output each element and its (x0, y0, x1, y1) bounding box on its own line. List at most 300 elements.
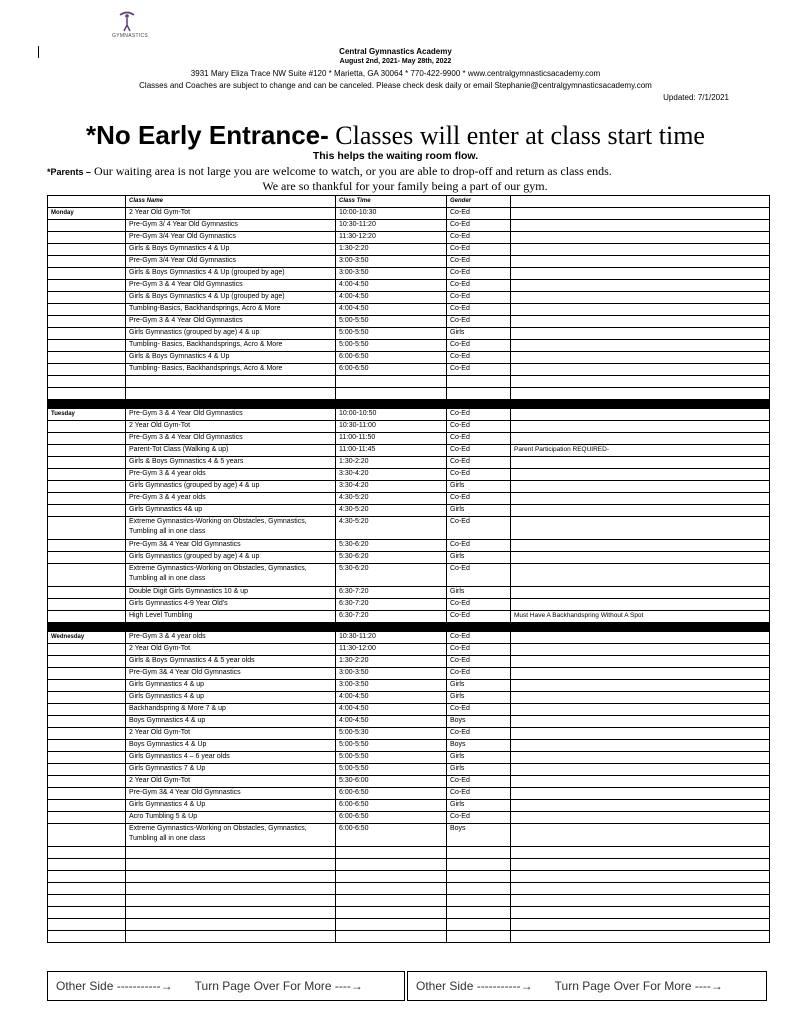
class-name-cell: Girls Gymnastics (grouped by age) 4 & up (126, 328, 336, 340)
class-time-cell (336, 895, 447, 907)
table-row (48, 445, 770, 457)
gender-cell: Boys (447, 824, 511, 847)
table-row (48, 481, 770, 493)
gender-cell (447, 859, 511, 871)
class-name-cell: Tumbling- Basics, Backhandsprings, Acro & More (126, 340, 336, 352)
note-cell (511, 668, 770, 680)
day-cell (48, 352, 126, 364)
gender-cell: Co-Ed (447, 316, 511, 328)
class-name-cell: Girls Gymnastics 4 & Up (126, 800, 336, 812)
day-cell (48, 421, 126, 433)
gender-cell: Co-Ed (447, 268, 511, 280)
academy-logo (112, 10, 149, 48)
class-time-cell: 3:00-3:50 (336, 680, 447, 692)
day-cell (48, 232, 126, 244)
table-row (48, 740, 770, 752)
class-time-cell: 10:30-11:00 (336, 421, 447, 433)
day-cell (48, 728, 126, 740)
class-time-cell: 1:30-2:20 (336, 457, 447, 469)
day-cell (48, 505, 126, 517)
table-row (48, 668, 770, 680)
day-cell (48, 256, 126, 268)
class-time-cell: 11:00-11:45 (336, 445, 447, 457)
table-row (48, 644, 770, 656)
note-cell (511, 800, 770, 812)
day-cell (48, 552, 126, 564)
gender-cell (447, 931, 511, 943)
table-row (48, 907, 770, 919)
class-time-cell: 11:30-12:20 (336, 232, 447, 244)
class-name-cell: 2 Year Old Gym-Tot (126, 644, 336, 656)
gender-cell (447, 871, 511, 883)
class-time-cell: 4:00-4:50 (336, 716, 447, 728)
gender-cell: Co-Ed (447, 352, 511, 364)
class-name-cell: Parent-Tot Class (Walking & up) (126, 445, 336, 457)
class-schedule-table (47, 195, 770, 943)
class-time-cell (336, 388, 447, 400)
class-time-cell: 6:00-6:50 (336, 364, 447, 376)
header-cell-day (48, 196, 126, 208)
gender-cell: Co-Ed (447, 220, 511, 232)
gender-cell: Co-Ed (447, 208, 511, 220)
day-cell (48, 776, 126, 788)
class-name-cell: Pre-Gym 3 & 4 year olds (126, 493, 336, 505)
class-name-cell: Pre-Gym 3 & 4 Year Old Gymnastics (126, 433, 336, 445)
class-name-cell (126, 871, 336, 883)
note-cell (511, 824, 770, 847)
banner-bold: *No Early Entrance- (86, 120, 329, 150)
parents-text: Our waiting area is not large you are welcome to watch, or you are able to drop-off and return as class ends. (91, 164, 612, 178)
day-cell (48, 668, 126, 680)
class-time-cell: 5:00-5:50 (336, 752, 447, 764)
class-name-cell: Pre-Gym 3/4 Year Old Gymnastics (126, 256, 336, 268)
gymnast-logo-icon (116, 10, 138, 32)
class-name-cell: Tumbling- Basics, Backhandsprings, Acro & More (126, 364, 336, 376)
gender-cell: Co-Ed (447, 421, 511, 433)
day-cell: Wednesday (48, 632, 126, 644)
day-separator (48, 400, 770, 409)
day-cell (48, 883, 126, 895)
note-cell (511, 847, 770, 859)
class-name-cell: Pre-Gym 3& 4 Year Old Gymnastics (126, 788, 336, 800)
class-time-cell: 5:30-6:00 (336, 776, 447, 788)
table-row (48, 280, 770, 292)
note-cell (511, 599, 770, 611)
class-name-cell: 2 Year Old Gym-Tot (126, 728, 336, 740)
class-name-cell: Girls & Boys Gymnastics 4 & Up (grouped by age) (126, 268, 336, 280)
class-time-cell: 5:00-5:50 (336, 740, 447, 752)
day-cell (48, 268, 126, 280)
day-cell (48, 493, 126, 505)
class-name-cell: Extreme Gymnastics-Working on Obstacles, Gymnastics, Tumbling all in one class (126, 564, 336, 587)
class-name-cell: Pre-Gym 3& 4 Year Old Gymnastics (126, 540, 336, 552)
gender-cell: Co-Ed (447, 668, 511, 680)
column-header: Class Name (126, 196, 336, 208)
class-time-cell (336, 919, 447, 931)
gender-cell (447, 388, 511, 400)
gender-cell (447, 907, 511, 919)
gender-cell: Co-Ed (447, 457, 511, 469)
class-time-cell: 10:30-11:20 (336, 632, 447, 644)
day-cell (48, 564, 126, 587)
table-row (48, 409, 770, 421)
day-cell (48, 644, 126, 656)
gender-cell: Girls (447, 505, 511, 517)
day-cell (48, 469, 126, 481)
note-cell (511, 316, 770, 328)
gender-cell: Girls (447, 752, 511, 764)
class-time-cell: 6:00-6:50 (336, 800, 447, 812)
table-row (48, 364, 770, 376)
gender-cell: Co-Ed (447, 517, 511, 540)
table-row (48, 788, 770, 800)
note-cell (511, 304, 770, 316)
gender-cell: Co-Ed (447, 244, 511, 256)
note-cell (511, 740, 770, 752)
gender-cell (447, 895, 511, 907)
class-name-cell (126, 883, 336, 895)
gender-cell: Co-Ed (447, 364, 511, 376)
gender-cell: Co-Ed (447, 599, 511, 611)
table-row (48, 304, 770, 316)
class-time-cell: 10:00-10:30 (336, 208, 447, 220)
table-row (48, 812, 770, 824)
class-name-cell: Extreme Gymnastics-Working on Obstacles, Gymnastics, Tumbling all in one class (126, 824, 336, 847)
class-time-cell: 4:00-4:50 (336, 704, 447, 716)
class-time-cell: 6:00-6:50 (336, 812, 447, 824)
class-name-cell: Girls Gymnastics 4-9 Year Old's (126, 599, 336, 611)
class-time-cell: 3:30-4:20 (336, 469, 447, 481)
class-name-cell: Pre-Gym 3 & 4 year olds (126, 632, 336, 644)
note-cell (511, 764, 770, 776)
separator-bar (48, 623, 770, 632)
day-cell (48, 540, 126, 552)
class-name-cell: Pre-Gym 3 & 4 year olds (126, 469, 336, 481)
table-row (48, 552, 770, 564)
class-time-cell (336, 871, 447, 883)
table-row (48, 692, 770, 704)
gender-cell: Co-Ed (447, 611, 511, 623)
class-name-cell: Double Digit Girls Gymnastics 10 & up (126, 587, 336, 599)
table-row (48, 728, 770, 740)
class-name-cell (126, 907, 336, 919)
table-row (48, 469, 770, 481)
class-time-cell (336, 931, 447, 943)
class-time-cell: 4:30-5:20 (336, 493, 447, 505)
note-cell (511, 421, 770, 433)
day-cell (48, 656, 126, 668)
class-time-cell (336, 847, 447, 859)
class-time-cell (336, 907, 447, 919)
gender-cell (447, 883, 511, 895)
class-time-cell: 3:00-3:50 (336, 668, 447, 680)
class-name-cell: Girls & Boys Gymnastics 4 & Up (126, 244, 336, 256)
class-time-cell: 5:00-5:30 (336, 728, 447, 740)
note-cell (511, 232, 770, 244)
class-time-cell: 6:00-6:50 (336, 788, 447, 800)
note-cell (511, 931, 770, 943)
class-time-cell: 4:30-5:20 (336, 517, 447, 540)
logo-text: GYMNASTICS (112, 33, 149, 39)
day-cell (48, 316, 126, 328)
day-cell (48, 871, 126, 883)
table-row (48, 564, 770, 587)
table-row (48, 244, 770, 256)
class-time-cell: 6:00-6:50 (336, 352, 447, 364)
updated-date: Updated: 7/1/2021 (663, 93, 729, 102)
table-row (48, 656, 770, 668)
note-cell (511, 883, 770, 895)
note-cell (511, 376, 770, 388)
class-name-cell (126, 388, 336, 400)
table-row (48, 517, 770, 540)
note-cell (511, 656, 770, 668)
day-cell (48, 919, 126, 931)
table-row (48, 599, 770, 611)
day-cell (48, 800, 126, 812)
gender-cell (447, 919, 511, 931)
class-time-cell: 1:30-2:20 (336, 244, 447, 256)
gender-cell (447, 376, 511, 388)
class-name-cell (126, 895, 336, 907)
table-row (48, 680, 770, 692)
table-row (48, 931, 770, 943)
class-time-cell: 6:00-6:50 (336, 824, 447, 847)
gender-cell: Boys (447, 716, 511, 728)
day-cell (48, 599, 126, 611)
note-cell (511, 587, 770, 599)
class-time-cell (336, 376, 447, 388)
class-time-cell: 6:30-7:20 (336, 611, 447, 623)
table-row (48, 611, 770, 623)
class-name-cell: Boys Gymnastics 4 & up (126, 716, 336, 728)
column-header: Class Time (336, 196, 447, 208)
note-cell (511, 352, 770, 364)
day-cell (48, 445, 126, 457)
note-cell (511, 493, 770, 505)
gender-cell: Co-Ed (447, 776, 511, 788)
class-name-cell: Boys Gymnastics 4 & Up (126, 740, 336, 752)
class-name-cell: Girls Gymnastics 7 & Up (126, 764, 336, 776)
class-name-cell: Girls Gymnastics 4& up (126, 505, 336, 517)
class-time-cell: 5:00-5:50 (336, 316, 447, 328)
class-time-cell: 11:00-11:50 (336, 433, 447, 445)
day-cell: Tuesday (48, 409, 126, 421)
note-cell (511, 812, 770, 824)
table-row (48, 340, 770, 352)
gender-cell: Girls (447, 587, 511, 599)
day-cell (48, 788, 126, 800)
class-time-cell: 5:30-6:20 (336, 552, 447, 564)
class-time-cell: 4:00-4:50 (336, 692, 447, 704)
day-cell (48, 704, 126, 716)
note-cell (511, 644, 770, 656)
note-cell (511, 632, 770, 644)
class-name-cell: Extreme Gymnastics-Working on Obstacles, Gymnastics, Tumbling all in one class (126, 517, 336, 540)
day-cell (48, 680, 126, 692)
day-cell (48, 824, 126, 847)
day-cell (48, 517, 126, 540)
column-header: Gender (447, 196, 511, 208)
table-row (48, 847, 770, 859)
table-row (48, 292, 770, 304)
day-cell (48, 364, 126, 376)
day-cell (48, 481, 126, 493)
class-name-cell (126, 859, 336, 871)
class-name-cell: Girls Gymnastics 4 & up (126, 680, 336, 692)
note-cell (511, 692, 770, 704)
day-cell (48, 895, 126, 907)
gender-cell: Boys (447, 740, 511, 752)
note-cell (511, 481, 770, 493)
note-cell (511, 340, 770, 352)
table-row (48, 493, 770, 505)
other-side-note: Other Side -----------→ (56, 979, 173, 993)
class-name-cell (126, 847, 336, 859)
table-row (48, 824, 770, 847)
day-cell (48, 457, 126, 469)
turn-page-note: Turn Page Over For More ----→ (554, 979, 723, 993)
day-cell (48, 812, 126, 824)
class-name-cell: High Level Tumbling (126, 611, 336, 623)
day-cell (48, 376, 126, 388)
class-time-cell: 3:00-3:50 (336, 256, 447, 268)
gender-cell: Co-Ed (447, 788, 511, 800)
thanks-line: We are so thankful for your family being a part of our gym. (262, 179, 548, 193)
gender-cell: Girls (447, 764, 511, 776)
season-dates: August 2nd, 2021- May 28th, 2022 (339, 58, 452, 65)
class-name-cell: Tumbling-Basics, Backhandsprings, Acro & More (126, 304, 336, 316)
class-time-cell: 10:30-11:20 (336, 220, 447, 232)
gender-cell: Co-Ed (447, 280, 511, 292)
note-cell (511, 788, 770, 800)
note-cell (511, 859, 770, 871)
note-cell (511, 457, 770, 469)
class-name-cell: Girls & Boys Gymnastics 4 & Up (grouped by age) (126, 292, 336, 304)
class-time-cell: 4:00-4:50 (336, 280, 447, 292)
note-cell (511, 704, 770, 716)
class-name-cell: Pre-Gym 3 & 4 Year Old Gymnastics (126, 316, 336, 328)
gender-cell: Co-Ed (447, 656, 511, 668)
note-cell (511, 680, 770, 692)
note-cell (511, 364, 770, 376)
day-cell (48, 847, 126, 859)
class-name-cell: Girls & Boys Gymnastics 4 & Up (126, 352, 336, 364)
gender-cell: Co-Ed (447, 232, 511, 244)
class-name-cell (126, 931, 336, 943)
class-time-cell: 5:30-6:20 (336, 540, 447, 552)
gender-cell: Co-Ed (447, 292, 511, 304)
gender-cell: Girls (447, 552, 511, 564)
day-cell (48, 220, 126, 232)
class-time-cell: 5:00-5:50 (336, 764, 447, 776)
table-row (48, 800, 770, 812)
note-cell (511, 552, 770, 564)
class-time-cell: 5:00-5:50 (336, 328, 447, 340)
table-row (48, 505, 770, 517)
note-cell (511, 292, 770, 304)
note-cell (511, 919, 770, 931)
day-cell (48, 304, 126, 316)
note-cell (511, 208, 770, 220)
entrance-banner (0, 120, 791, 151)
day-cell (48, 280, 126, 292)
day-cell (48, 752, 126, 764)
class-time-cell: 1:30-2:20 (336, 656, 447, 668)
day-cell (48, 859, 126, 871)
table-row (48, 587, 770, 599)
gender-cell: Girls (447, 680, 511, 692)
class-name-cell: Backhandspring & More 7 & up (126, 704, 336, 716)
note-cell (511, 895, 770, 907)
class-time-cell (336, 883, 447, 895)
gender-cell: Girls (447, 481, 511, 493)
note-cell (511, 256, 770, 268)
table-row (48, 632, 770, 644)
gender-cell: Co-Ed (447, 540, 511, 552)
class-time-cell: 5:30-6:20 (336, 564, 447, 587)
note-cell (511, 433, 770, 445)
gender-cell: Girls (447, 328, 511, 340)
class-name-cell: Girls Gymnastics (grouped by age) 4 & up (126, 552, 336, 564)
class-time-cell: 3:30-4:20 (336, 481, 447, 493)
day-cell (48, 931, 126, 943)
class-name-cell (126, 919, 336, 931)
table-row (48, 764, 770, 776)
gender-cell: Co-Ed (447, 469, 511, 481)
day-separator (48, 623, 770, 632)
note-cell (511, 907, 770, 919)
note-cell (511, 728, 770, 740)
class-name-cell: Girls & Boys Gymnastics 4 & 5 year olds (126, 656, 336, 668)
parents-label: *Parents – (47, 167, 92, 177)
academy-name: Central Gymnastics Academy (339, 47, 452, 56)
gender-cell (447, 847, 511, 859)
table-row (48, 328, 770, 340)
note-cell (511, 776, 770, 788)
header-cell-notes (511, 196, 770, 208)
waiting-room-subtitle: This helps the waiting room flow. (312, 150, 479, 162)
class-name-cell: Girls & Boys Gymnastics 4 & 5 years (126, 457, 336, 469)
gender-cell: Co-Ed (447, 632, 511, 644)
day-cell (48, 692, 126, 704)
class-time-cell: 3:00-3:50 (336, 268, 447, 280)
gender-cell: Girls (447, 692, 511, 704)
gender-cell: Co-Ed (447, 445, 511, 457)
footer-box-left (47, 971, 405, 1001)
note-cell (511, 388, 770, 400)
table-row (48, 316, 770, 328)
turn-page-note: Turn Page Over For More ----→ (194, 979, 363, 993)
table-row (48, 421, 770, 433)
class-time-cell: 4:00-4:50 (336, 304, 447, 316)
banner-rest: Classes will enter at class start time (328, 121, 705, 150)
note-cell (511, 280, 770, 292)
class-time-cell (336, 859, 447, 871)
class-time-cell: 4:30-5:20 (336, 505, 447, 517)
change-notice: Classes and Coaches are subject to change and can be canceled. Please check desk daily or email Stephanie@centralgymnasticsacademy.com (139, 81, 652, 90)
day-cell (48, 716, 126, 728)
gender-cell: Co-Ed (447, 433, 511, 445)
table-row (48, 433, 770, 445)
table-row (48, 859, 770, 871)
table-row (48, 871, 770, 883)
day-cell (48, 587, 126, 599)
gender-cell: Co-Ed (447, 812, 511, 824)
table-row (48, 883, 770, 895)
note-cell (511, 752, 770, 764)
day-cell (48, 388, 126, 400)
